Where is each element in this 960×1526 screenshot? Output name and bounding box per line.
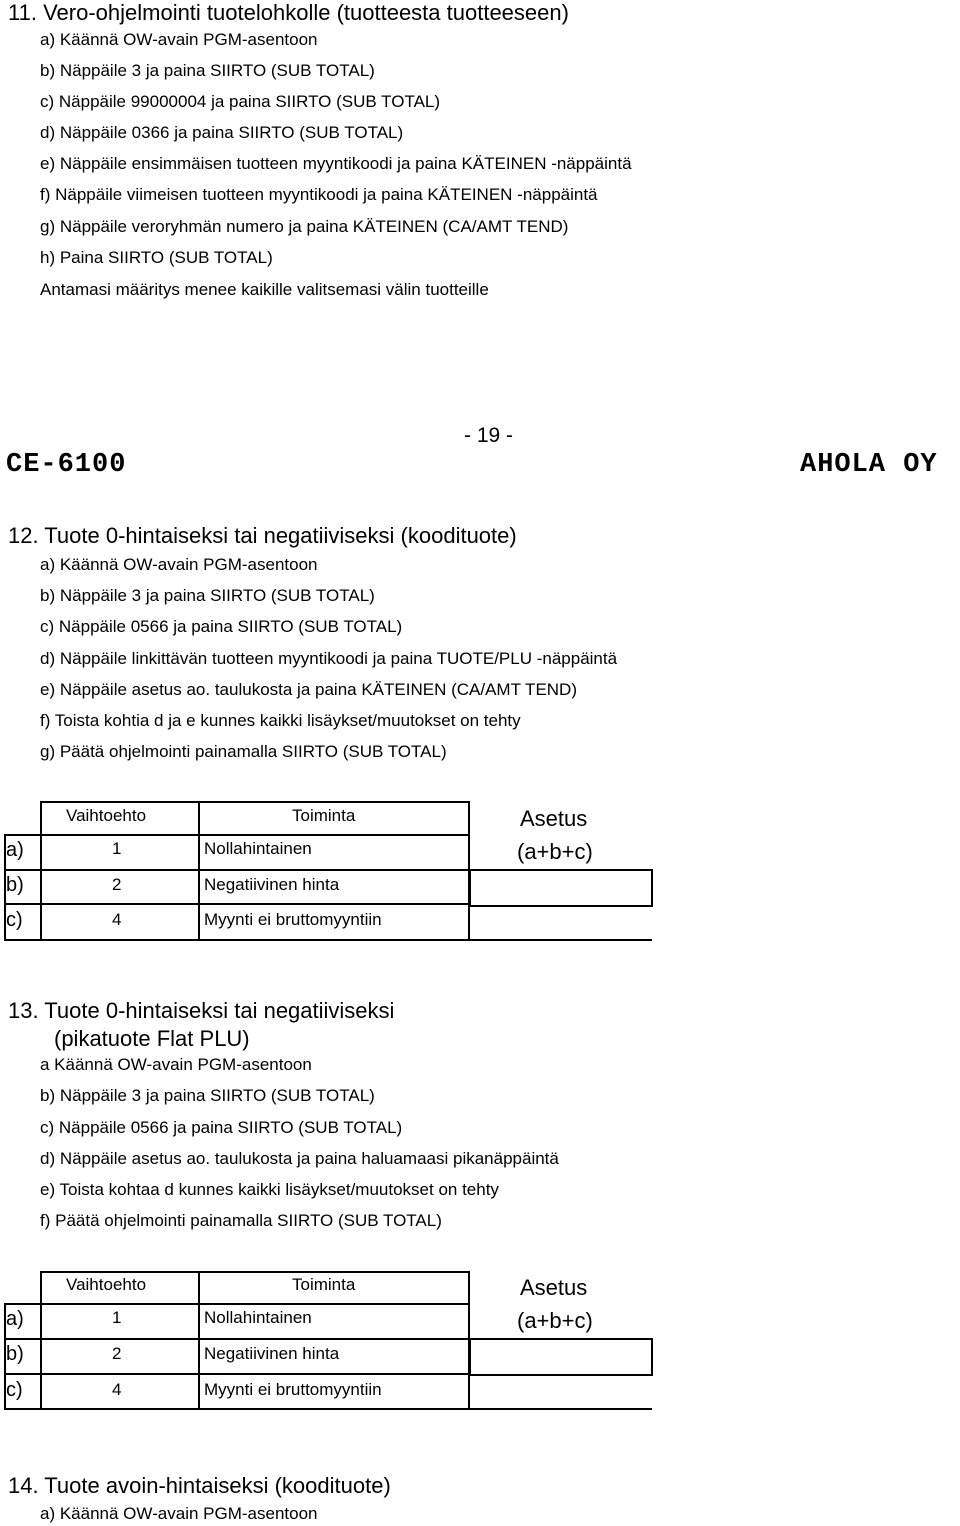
setting-entry-box[interactable] [469, 1338, 653, 1376]
setting-entry-box[interactable] [469, 869, 653, 907]
section-11-step: a) Käännä OW-avain PGM-asentoon [40, 30, 318, 49]
section-11-step: e) Näppäile ensimmäisen tuotteen myyntikoodi ja paina KÄTEINEN -näppäintä [40, 154, 632, 173]
footer-model: CE-6100 [6, 450, 127, 480]
function-text: Negatiivinen hinta [204, 875, 340, 894]
setting-formula: (a+b+c) [517, 1308, 593, 1333]
page-number: - 19 - [464, 424, 514, 447]
row-label: c) [6, 1379, 23, 1401]
column-header-option: Vaihtoehto [66, 806, 147, 825]
section-13-step: c) Näppäile 0566 ja paina SIIRTO (SUB TOTAL) [40, 1118, 403, 1137]
footer-company: AHOLA OY [800, 450, 938, 480]
option-value: 1 [112, 1308, 122, 1327]
section-11-step: h) Paina SIIRTO (SUB TOTAL) [40, 248, 273, 267]
row-label: b) [6, 874, 24, 896]
section-13-subtitle: (pikatuote Flat PLU) [54, 1026, 250, 1051]
section-12-step: f) Toista kohtia d ja e kunnes kaikki lisäykset/muutokset on tehty [40, 711, 521, 730]
section-13-title: 13. Tuote 0-hintaiseksi tai negatiiviseksi [8, 998, 395, 1023]
section-12-step: a) Käännä OW-avain PGM-asentoon [40, 555, 318, 574]
table-rule [4, 834, 470, 836]
section-13-step: d) Näppäile asetus ao. taulukosta ja paina haluamaasi pikanäppäintä [40, 1149, 559, 1168]
setting-header: Asetus [520, 1275, 588, 1300]
function-text: Negatiivinen hinta [204, 1344, 340, 1363]
function-text: Nollahintainen [204, 1308, 312, 1327]
table-rule [40, 801, 42, 941]
column-header-option: Vaihtoehto [66, 1275, 147, 1294]
section-11-step: g) Näppäile veroryhmän numero ja paina KÄTEINEN (CA/AMT TEND) [40, 217, 569, 236]
table-rule [4, 1373, 470, 1375]
option-value: 1 [112, 839, 122, 858]
function-text: Nollahintainen [204, 839, 312, 858]
section-11-step: d) Näppäile 0366 ja paina SIIRTO (SUB TOTAL) [40, 123, 404, 142]
option-value: 2 [112, 1344, 122, 1363]
table-rule [4, 1338, 470, 1340]
table-rule [40, 801, 470, 803]
setting-formula: (a+b+c) [517, 839, 593, 864]
table-rule [4, 903, 470, 905]
table-rule [4, 939, 652, 941]
section-13-step: a Käännä OW-avain PGM-asentoon [40, 1055, 312, 1074]
function-text: Myynti ei bruttomyyntiin [204, 910, 382, 929]
section-12-step: g) Päätä ohjelmointi painamalla SIIRTO (SUB TOTAL) [40, 742, 447, 761]
section-12-step: c) Näppäile 0566 ja paina SIIRTO (SUB TOTAL) [40, 617, 403, 636]
row-label: a) [6, 1308, 24, 1330]
function-text: Myynti ei bruttomyyntiin [204, 1380, 382, 1399]
option-value: 2 [112, 875, 122, 894]
section-12-step: d) Näppäile linkittävän tuotteen myyntikoodi ja paina TUOTE/PLU -näppäintä [40, 649, 618, 668]
section-14-title: 14. Tuote avoin-hintaiseksi (koodituote) [8, 1473, 391, 1498]
row-label: c) [6, 909, 23, 931]
table-rule [40, 1271, 42, 1410]
table-rule [4, 869, 470, 871]
option-value: 4 [112, 1380, 122, 1399]
table-rule [40, 1271, 470, 1273]
table-rule [4, 1303, 470, 1305]
table-rule [198, 1271, 200, 1410]
section-13-step: f) Päätä ohjelmointi painamalla SIIRTO (SUB TOTAL) [40, 1211, 442, 1230]
section-13-step: b) Näppäile 3 ja paina SIIRTO (SUB TOTAL) [40, 1086, 375, 1105]
section-11-title: 11. Vero-ohjelmointi tuotelohkolle (tuotteesta tuotteeseen) [8, 0, 569, 25]
section-13-step: e) Toista kohtaa d kunnes kaikki lisäykset/muutokset on tehty [40, 1180, 499, 1199]
row-label: a) [6, 839, 24, 861]
section-11-step: c) Näppäile 99000004 ja paina SIIRTO (SUB TOTAL) [40, 92, 441, 111]
section-11-step: b) Näppäile 3 ja paina SIIRTO (SUB TOTAL) [40, 61, 375, 80]
section-11-note: Antamasi määritys menee kaikille valitsemasi välin tuotteille [40, 280, 489, 299]
table-rule [198, 801, 200, 941]
row-label: b) [6, 1343, 24, 1365]
section-11-step: f) Näppäile viimeisen tuotteen myyntikoodi ja paina KÄTEINEN -näppäintä [40, 185, 598, 204]
section-12-step: e) Näppäile asetus ao. taulukosta ja paina KÄTEINEN (CA/AMT TEND) [40, 680, 577, 699]
section-12-step: b) Näppäile 3 ja paina SIIRTO (SUB TOTAL) [40, 586, 375, 605]
section-12-title: 12. Tuote 0-hintaiseksi tai negatiiviseksi (koodituote) [8, 523, 517, 548]
table-rule [4, 1408, 652, 1410]
option-value: 4 [112, 910, 122, 929]
column-header-function: Toiminta [292, 806, 356, 825]
section-14-step: a) Käännä OW-avain PGM-asentoon [40, 1504, 318, 1523]
setting-header: Asetus [520, 806, 588, 831]
column-header-function: Toiminta [292, 1275, 356, 1294]
